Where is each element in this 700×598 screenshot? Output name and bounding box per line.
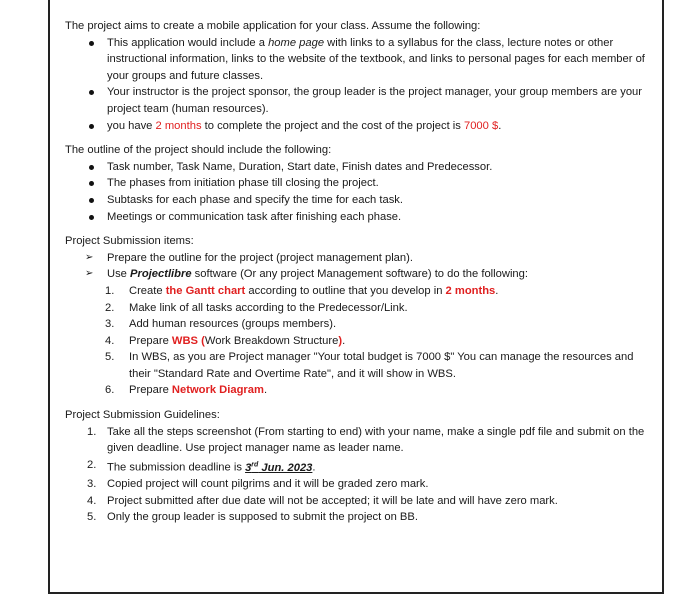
list-item: Task number, Task Name, Duration, Start date, Finish dates and Predecessor. (65, 159, 645, 176)
list-item: ➢ Prepare the outline for the project (project management plan). (65, 250, 645, 267)
duration-highlight: 2 months (155, 119, 202, 132)
guidelines-heading: Project Submission Guidelines: (65, 409, 220, 422)
document-body (65, 18, 645, 526)
list-item: 5. Only the group leader is supposed to submit the project on BB. (87, 511, 418, 524)
list-item: 6. Prepare Network Diagram. (105, 384, 268, 397)
list-item: 5. In WBS, as you are Project manager "Your total budget is 7000 $" You can manage the resources and their "Standard Rate and Overtime Rate", and it will show in WBS. (105, 351, 634, 380)
assumptions-list (65, 35, 645, 135)
list-item: ➢ Use Projectlibre software (Or any project Management software) to do the following: (65, 266, 645, 283)
outline-heading: The outline of the project should include the following: (65, 144, 332, 157)
list-item: This application would include a home page with links to a syllabus for the class, lecture notes or other instructional information, links to the website of the textbook, and links to personal pages for each member of your groups and future classes. (65, 35, 645, 85)
outline-list (65, 159, 645, 225)
deadline-date: 3rd Jun. 2023 (245, 460, 313, 474)
intro-paragraph: The project aims to create a mobile application for your class. Assume the following: (65, 20, 481, 32)
steps-list (65, 283, 645, 399)
software-name: Projectlibre (130, 268, 192, 281)
list-item: 4. Prepare WBS (Work Breakdown Structure). (105, 334, 346, 347)
list-item: 2. The submission deadline is 3rd Jun. 2023. (87, 458, 316, 474)
list-item: 1. Create the Gantt chart according to outline that you develop in 2 months. (105, 284, 499, 297)
list-item: 2. Make link of all tasks according to the Predecessor/Link. (105, 301, 408, 314)
list-item: Your instructor is the project sponsor, the group leader is the project manager, your group members are your project team (human resources). (65, 84, 645, 117)
list-item: 3. Copied project will count pilgrims and it will be graded zero mark. (87, 478, 429, 491)
submission-heading: Project Submission items: (65, 235, 194, 248)
list-item: 1. Take all the steps screenshot (From starting to end) with your name, make a single pdf file and submit on the given deadline. Use project manager name as leader name. (87, 425, 645, 455)
list-item: you have 2 months to complete the project and the cost of the project is 7000 $. (65, 118, 645, 135)
list-item: 4. Project submitted after due date will not be accepted; it will be late and will have zero mark. (87, 494, 558, 507)
list-item: Subtasks for each phase and specify the time for each task. (65, 192, 645, 209)
cost-highlight: 7000 $ (463, 119, 499, 132)
home-page-emphasis: home page (268, 36, 325, 49)
submission-list (65, 250, 645, 283)
list-item: The phases from initiation phase till closing the project. (65, 175, 645, 192)
list-item: 3. Add human resources (groups members). (105, 318, 337, 331)
guidelines-list (65, 424, 645, 526)
list-item: Meetings or communication task after finishing each phase. (65, 209, 645, 226)
